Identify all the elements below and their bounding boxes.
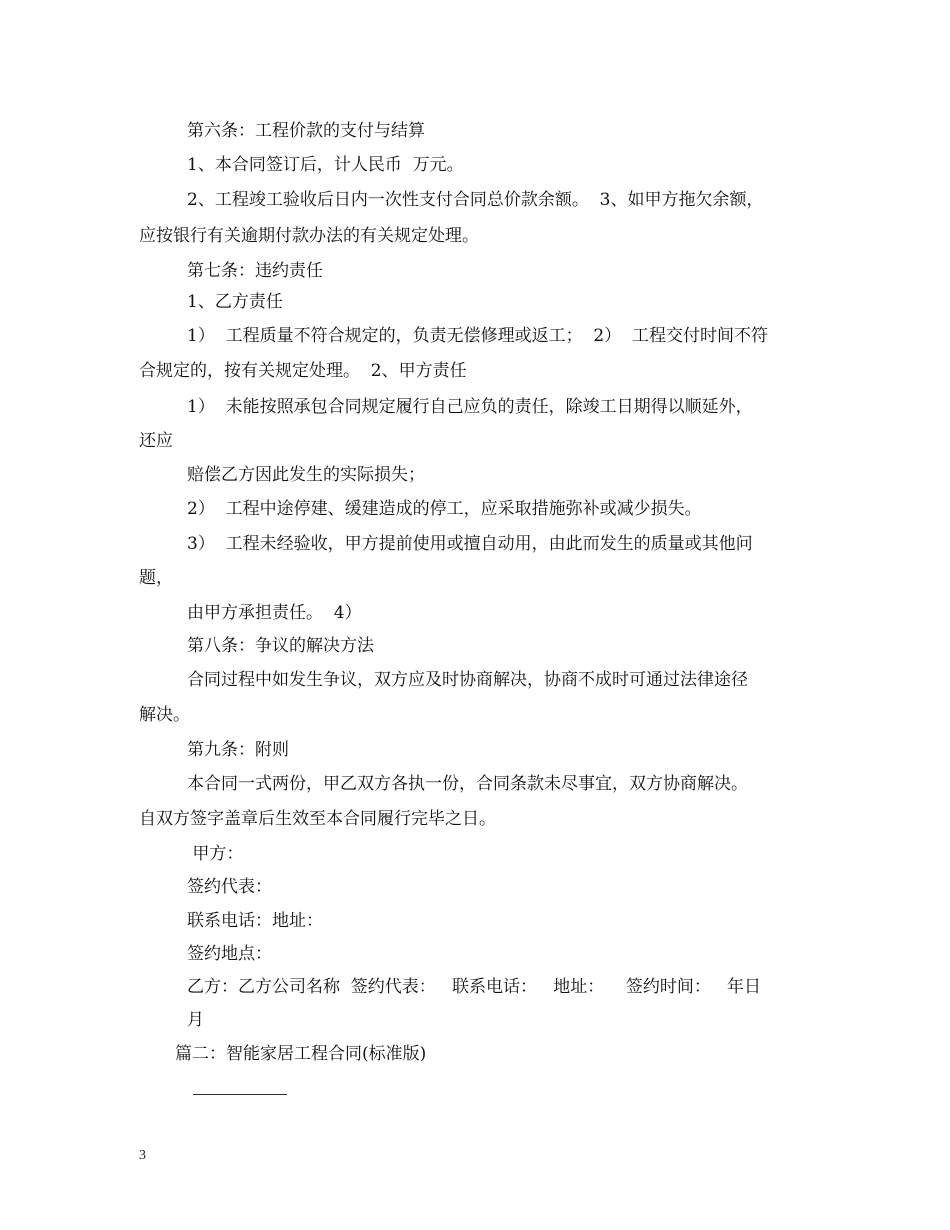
contact-address-label: 联系电话：地址：	[187, 911, 323, 931]
text-line: 解决。	[139, 705, 190, 725]
text-line: 应按银行有关逾期付款办法的有关规定处理。	[139, 226, 479, 246]
text-line: 1） 工程质量不符合规定的，负责无偿修理或返工； 2） 工程交付时间不符	[187, 326, 769, 346]
party-b-line: 乙方：乙方公司名称 签约代表： 联系电话： 地址： 签约时间： 年日	[187, 977, 762, 997]
section-2-heading: 篇二：智能家居工程合同(标准版)	[175, 1044, 427, 1064]
signing-place-label: 签约地点：	[187, 944, 272, 964]
text-line: 由甲方承担责任。 4）	[187, 603, 362, 623]
text-line: 1、本合同签订后，计人民币 万元。	[187, 155, 464, 175]
text-line: 1） 未能按照承包合同规定履行自己应负的责任，除竣工日期得以顺延外，	[187, 397, 753, 417]
signing-representative-label: 签约代表：	[187, 877, 272, 897]
text-line: 赔偿乙方因此发生的实际损失；	[187, 465, 425, 485]
text-line: 2、工程竣工验收后日内一次性支付合同总价款余额。 3、如甲方拖欠余额，	[187, 190, 764, 210]
horizontal-rule	[193, 1094, 287, 1095]
text-line: 本合同一式两份，甲乙双方各执一份，合同条款未尽事宜，双方协商解决。	[187, 774, 748, 794]
text-line: 合规定的，按有关规定处理。 2、甲方责任	[139, 361, 467, 381]
article-6-heading: 第六条：工程价款的支付与结算	[187, 121, 425, 141]
text-line: 自双方签字盖章后生效至本合同履行完毕之日。	[139, 809, 496, 829]
article-9-heading: 第九条：附则	[187, 740, 289, 760]
page-number: 3	[139, 1148, 146, 1163]
article-8-heading: 第八条：争议的解决方法	[187, 636, 374, 656]
text-line: 题，	[139, 568, 173, 588]
party-a-label: 甲方：	[187, 844, 244, 864]
text-line: 月	[187, 1010, 204, 1030]
text-line: 合同过程中如发生争议，双方应及时协商解决，协商不成时可通过法律途径	[187, 670, 748, 690]
text-line: 3） 工程未经验收，甲方提前使用或擅自动用，由此而发生的质量或其他问	[187, 534, 753, 554]
article-7-heading: 第七条：违约责任	[187, 261, 323, 281]
text-line: 2） 工程中途停建、缓建造成的停工，应采取措施弥补或减少损失。	[187, 499, 702, 519]
text-line: 还应	[139, 431, 173, 451]
text-line: 1、乙方责任	[187, 292, 283, 312]
